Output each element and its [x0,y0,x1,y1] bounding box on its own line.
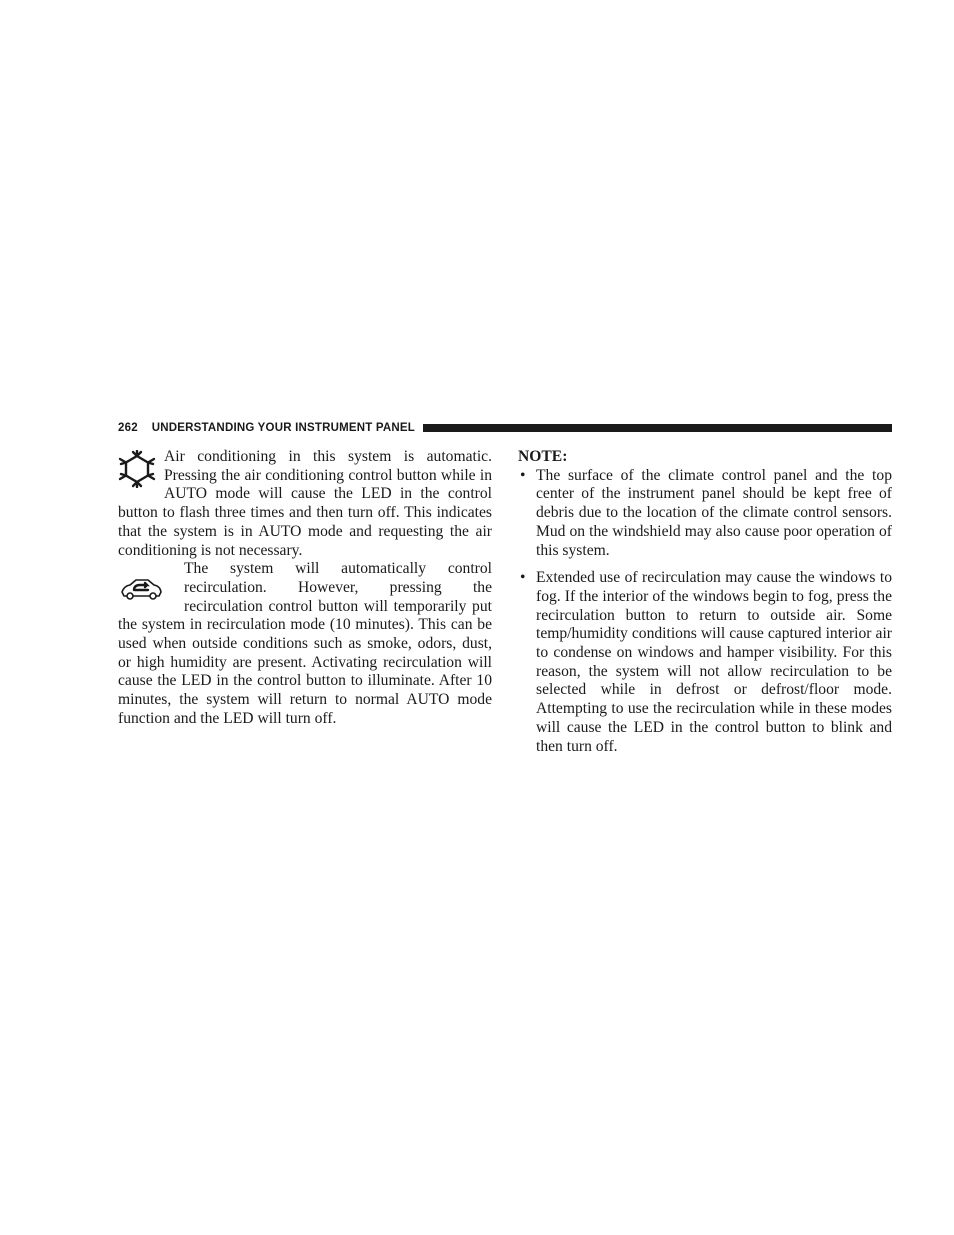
page-header [118,419,892,437]
note-text: Extended use of recirculation may cause the windows to fog. If the interior of the windows begin to fog, press the recirculation button to return to outside air. Some temp/humidity conditions will cause captured interior air to condense on windows and hamper visibility. For this reason, the system will not allow recirculation to be selected while in defrost or defrost/floor mode. Attempting to use the recirculation while in these modes will cause the LED in the control button to blink and then turn off. [536,569,892,755]
header-rule [423,424,892,432]
snowflake-ac-icon [118,450,156,488]
list-item [518,467,892,561]
right-column [518,448,892,765]
bullet: • [520,466,526,484]
note-list [518,467,892,757]
recirculation-car-icon [118,574,164,604]
page-number: 262 [118,422,138,434]
ac-paragraph: Air conditioning in this system is automatic. Pressing the air conditioning control button while in AUTO mode will cause the LED in the control button to flash three times and then turn off. This indicates that the system is in AUTO mode and requesting the air conditioning is not necessary. [118,448,492,559]
note-text: The surface of the climate control panel and the top center of the instrument panel should be kept free of debris due to the location of the climate control sensors. Mud on the windshield may also cause poor operation of this system. [536,466,892,559]
section-title: UNDERSTANDING YOUR INSTRUMENT PANEL [151,422,415,434]
left-column [118,448,492,729]
list-item [518,569,892,756]
bullet: • [520,569,526,587]
note-label: NOTE: [518,448,568,465]
recirculation-paragraph: The system will automatically control recirculation. However, pressing the recirculation control button will temporarily put the system in recirculation mode (10 minutes). This can be used when outside conditions such as smoke, odors, dust, or high humidity are present. Activating recirculation will cause the LED in the control button to illuminate. After 10 minutes, the system will return to normal AUTO mode function and the LED will turn off. [118,560,492,727]
